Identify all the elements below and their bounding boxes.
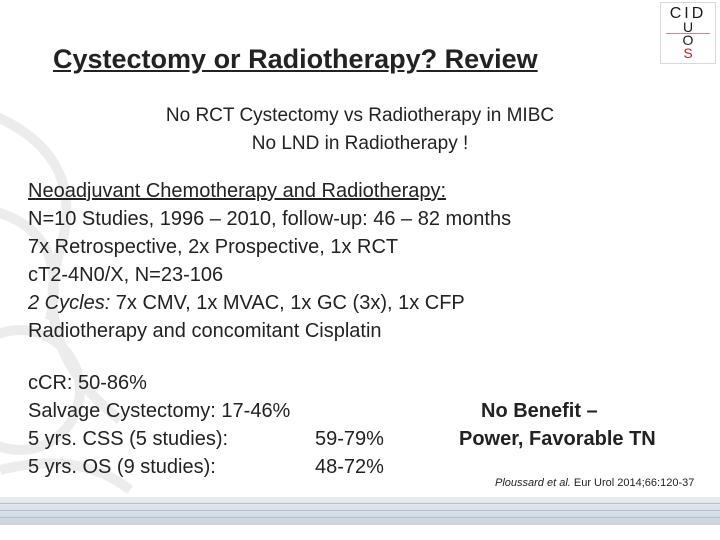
footer-line-middle bbox=[0, 510, 720, 511]
section-line-radiotherapy: Radiotherapy and concomitant Cisplatin bbox=[28, 320, 382, 342]
subtitle-line-1: No RCT Cystectomy vs Radiotherapy in MIBC bbox=[165, 105, 555, 126]
logo-line-2: U bbox=[682, 19, 694, 35]
section-line-design: 7x Retrospective, 2x Prospective, 1x RCT bbox=[28, 236, 399, 258]
result-ccr: cCR: 50-86% bbox=[28, 372, 147, 394]
section-line-cycles bbox=[28, 292, 465, 315]
section-line-studies: N=10 Studies, 1996 – 2010, follow-up: 46 – 82 months bbox=[28, 208, 512, 230]
citation bbox=[495, 477, 694, 489]
logo-line-1: CID bbox=[669, 5, 707, 22]
citation-authors: Ploussard et al. bbox=[495, 477, 571, 489]
result-css-value: 59-79% bbox=[315, 428, 384, 450]
result-salvage: Salvage Cystectomy: 17-46% bbox=[28, 400, 291, 422]
footer-line-top bbox=[0, 503, 720, 504]
logo-line-3: O bbox=[682, 32, 694, 48]
cycles-label: 2 Cycles: bbox=[28, 292, 111, 314]
conclusion-line-1: No Benefit – bbox=[481, 400, 598, 422]
subtitle-line-2: No LND in Radiotherapy ! bbox=[251, 133, 469, 154]
result-css-label: 5 yrs. CSS (5 studies): bbox=[28, 428, 229, 450]
citation-source: Eur Urol 2014;66:120-37 bbox=[570, 477, 695, 489]
footer-band bbox=[0, 497, 720, 525]
footer-line-bottom bbox=[0, 517, 720, 518]
cycles-text: 7x CMV, 1x MVAC, 1x GC (3x), 1x CFP bbox=[110, 292, 465, 314]
result-os-label: 5 yrs. OS (9 studies): bbox=[28, 456, 216, 478]
result-os-value: 48-72% bbox=[315, 456, 384, 478]
logo-line-4: S bbox=[683, 45, 693, 61]
conclusion-line-2: Power, Favorable TN bbox=[459, 428, 656, 450]
university-logo bbox=[660, 2, 716, 64]
section-heading: Neoadjuvant Chemotherapy and Radiotherapy: bbox=[28, 180, 447, 202]
section-line-stage: cT2-4N0/X, N=23-106 bbox=[28, 264, 224, 286]
slide-title: Cystectomy or Radiotherapy? Review bbox=[53, 44, 538, 74]
